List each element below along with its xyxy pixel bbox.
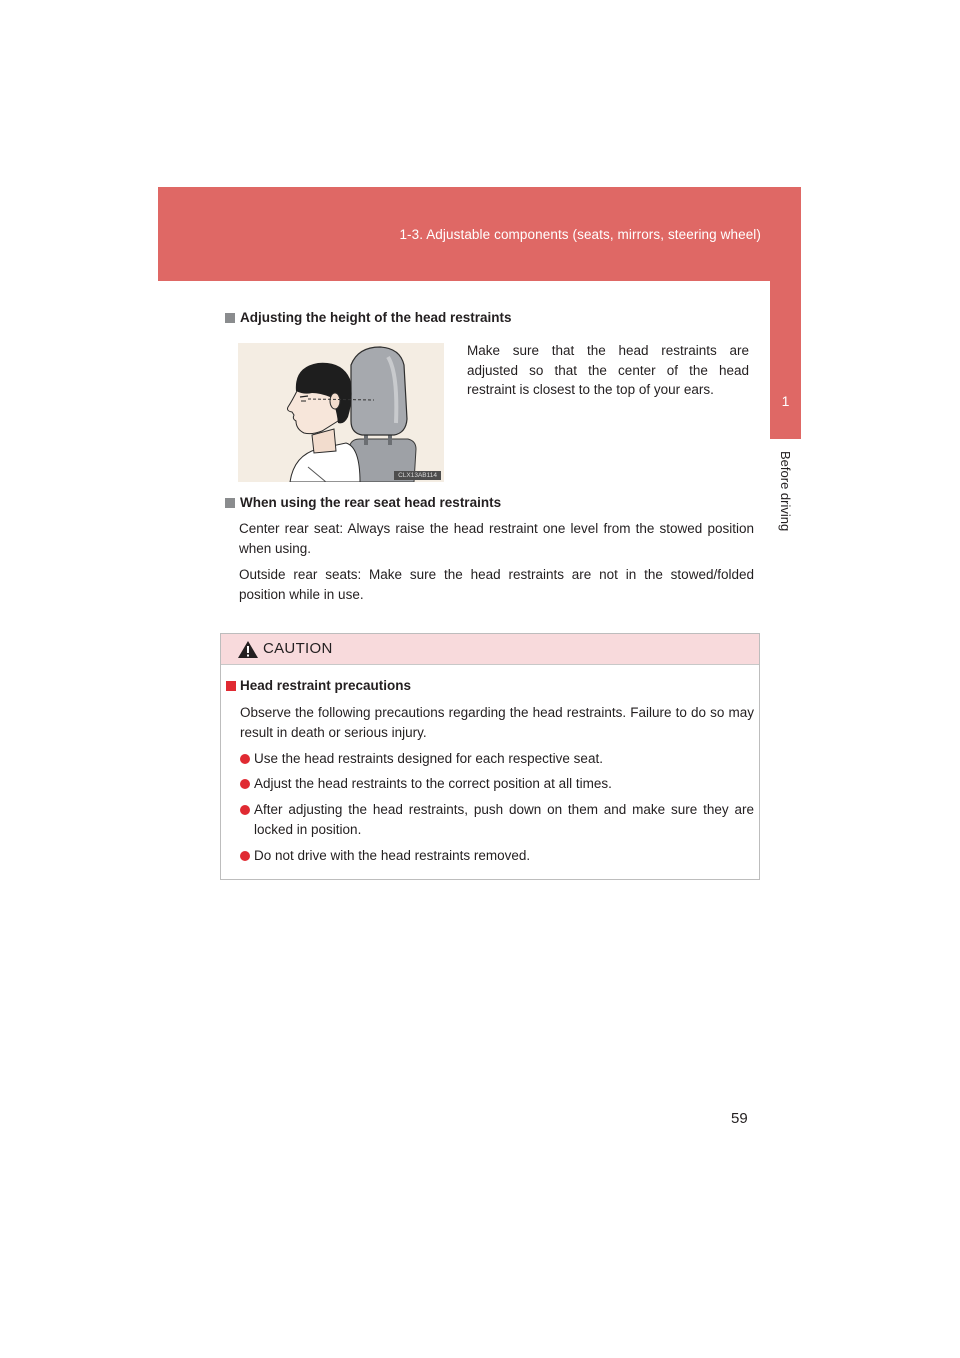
caution-bullet-text: After adjusting the head restraints, push down on them and make sure they are locked in position. [254, 802, 754, 837]
heading-rear-seat [225, 495, 501, 510]
caution-bullet [240, 749, 754, 769]
head-restraint-illustration [238, 343, 444, 482]
red-square-icon [226, 681, 236, 691]
caution-bullet [240, 800, 754, 839]
caution-bullet-text: Do not drive with the head restraints removed. [254, 848, 531, 863]
heading-adjust-height-text: Adjusting the height of the head restraints [240, 310, 512, 325]
caution-bullet-text: Adjust the head restraints to the correct position at all times. [254, 776, 612, 791]
caution-bullet-text: Use the head restraints designed for each respective seat. [254, 751, 603, 766]
chapter-tab [770, 281, 801, 439]
caution-title: CAUTION [263, 640, 333, 657]
caution-bullet [240, 846, 754, 866]
chapter-label-container [770, 451, 801, 561]
head-restraint-note: Make sure that the head restraints are adjusted so that the center of the head restraint is closest to the top of your ears. [467, 343, 749, 397]
caution-heading-text: Head restraint precautions [240, 678, 412, 693]
red-bullet-icon [240, 779, 250, 789]
caution-bullet [240, 774, 754, 794]
caution-heading [226, 678, 411, 693]
red-bullet-icon [240, 805, 250, 815]
person-head-restraint-drawing [238, 343, 444, 482]
heading-rear-seat-text: When using the rear seat head restraints [240, 495, 502, 510]
red-bullet-icon [240, 754, 250, 764]
gray-square-icon [225, 498, 235, 508]
caution-intro: Observe the following precautions regarding the head restraints. Failure to do so may result in death or serious injury. [240, 705, 754, 740]
chapter-label: Before driving [778, 451, 793, 532]
section-header-band [158, 187, 801, 281]
page-number: 59 [731, 1110, 748, 1127]
outside-rear-seat-text: Outside rear seats: Make sure the head restraints are not in the stowed/folded position while in use. [239, 567, 754, 602]
caution-box [220, 633, 760, 880]
section-title: 1-3. Adjustable components (seats, mirrors, steering wheel) [399, 227, 761, 242]
illustration-code: CLX13AB114 [394, 471, 441, 480]
red-bullet-icon [240, 851, 250, 861]
caution-header [221, 634, 759, 665]
heading-adjust-height [225, 310, 512, 325]
chapter-number: 1 [781, 393, 790, 409]
gray-square-icon [225, 313, 235, 323]
warning-triangle-icon [237, 640, 259, 659]
center-rear-seat-text: Center rear seat: Always raise the head restraint one level from the stowed position when using. [239, 521, 754, 556]
